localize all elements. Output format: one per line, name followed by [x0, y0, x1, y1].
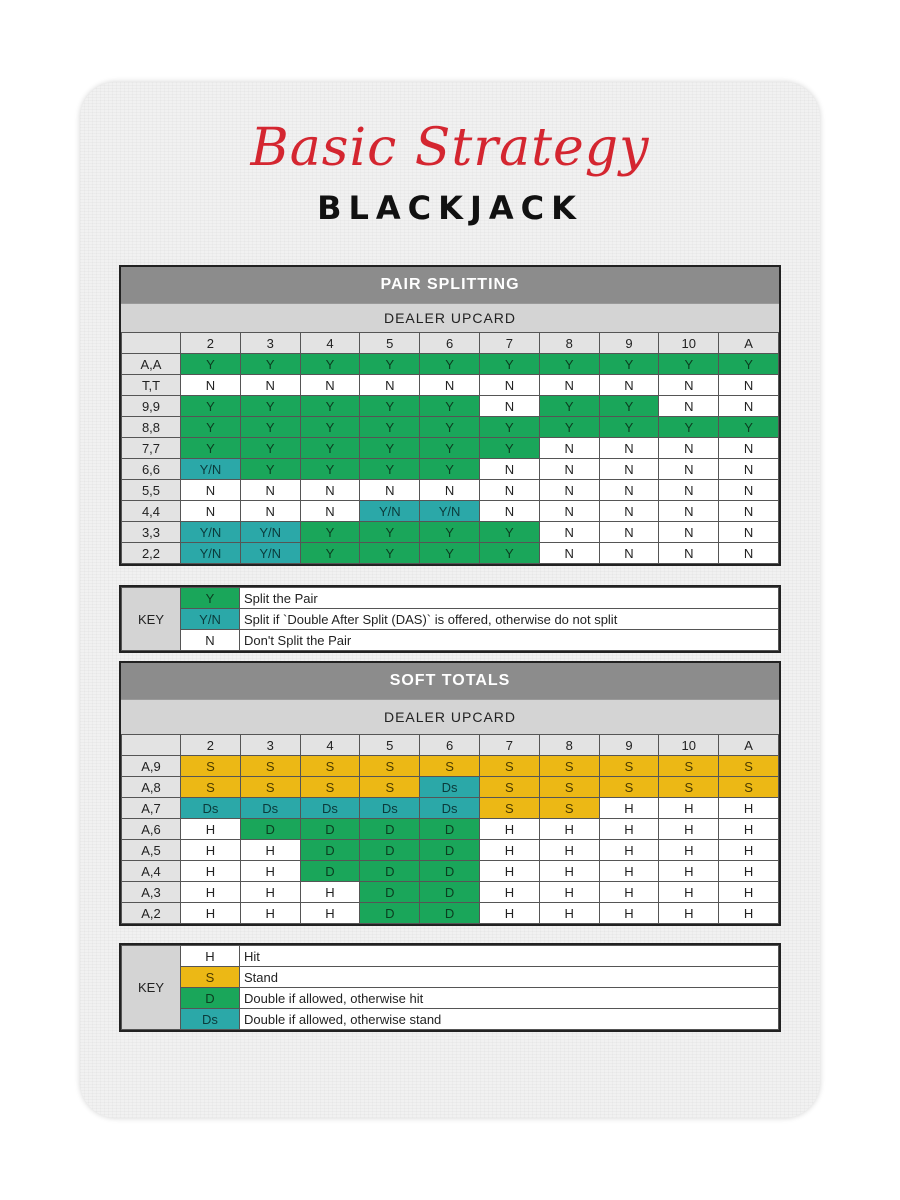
pair-action-cell: Y [599, 417, 659, 438]
soft-action-cell: H [539, 840, 599, 861]
soft-action-cell: S [539, 798, 599, 819]
soft-totals-table [119, 661, 781, 926]
soft-action-cell: H [539, 819, 599, 840]
soft-action-cell: D [360, 840, 420, 861]
soft-table-row [122, 840, 779, 861]
soft-action-cell: H [240, 861, 300, 882]
soft-action-cell: H [479, 903, 539, 924]
pair-row-label: 3,3 [122, 522, 181, 543]
soft-table-row [122, 903, 779, 924]
pair-action-cell: N [659, 438, 719, 459]
pair-action-cell: N [539, 543, 599, 564]
pair-action-cell: N [599, 459, 659, 480]
pair-action-cell: Y/N [360, 501, 420, 522]
soft-action-cell: H [539, 861, 599, 882]
pair-action-cell: N [659, 375, 719, 396]
soft-key-code: Ds [181, 1009, 240, 1030]
pair-action-cell: Y [420, 354, 480, 375]
soft-key-description: Stand [240, 967, 779, 988]
soft-action-cell: S [539, 756, 599, 777]
pair-table-row [122, 417, 779, 438]
pair-action-cell: N [479, 480, 539, 501]
pair-action-cell: N [719, 522, 779, 543]
soft-action-cell: H [300, 903, 360, 924]
pair-action-cell: Y [420, 543, 480, 564]
pair-action-cell: N [719, 480, 779, 501]
soft-column-header: 10 [659, 735, 719, 756]
soft-row-label: A,2 [122, 903, 181, 924]
soft-table-row [122, 861, 779, 882]
pair-corner-cell [122, 333, 181, 354]
pair-column-header: 9 [599, 333, 659, 354]
pair-action-cell: N [420, 375, 480, 396]
soft-key-table [119, 943, 781, 1032]
soft-action-cell: H [719, 840, 779, 861]
soft-action-cell: D [420, 903, 480, 924]
soft-column-header: 6 [420, 735, 480, 756]
soft-action-cell: S [240, 756, 300, 777]
soft-key-label: KEY [122, 946, 181, 1030]
pair-table-row [122, 501, 779, 522]
pair-action-cell: Y [539, 417, 599, 438]
pair-action-cell: N [719, 501, 779, 522]
soft-row-label: A,8 [122, 777, 181, 798]
soft-action-cell: H [300, 882, 360, 903]
soft-action-cell: S [420, 756, 480, 777]
soft-action-cell: D [420, 861, 480, 882]
soft-column-header: 2 [181, 735, 241, 756]
pair-table-row [122, 396, 779, 417]
soft-action-cell: H [539, 903, 599, 924]
soft-action-cell: H [181, 882, 241, 903]
soft-totals-header: SOFT TOTALS [121, 663, 779, 699]
soft-action-cell: S [240, 777, 300, 798]
soft-action-cell: S [659, 756, 719, 777]
pair-action-cell: Y [659, 354, 719, 375]
pair-action-cell: Y [240, 459, 300, 480]
pair-action-cell: Y [539, 396, 599, 417]
pair-action-cell: N [479, 375, 539, 396]
pair-action-cell: Y/N [181, 459, 241, 480]
pair-action-cell: N [659, 543, 719, 564]
soft-key-description: Hit [240, 946, 779, 967]
pair-action-cell: Y [181, 417, 241, 438]
pair-action-cell: Y [360, 522, 420, 543]
pair-row-label: 7,7 [122, 438, 181, 459]
soft-action-cell: H [479, 882, 539, 903]
pair-action-cell: N [300, 375, 360, 396]
soft-action-cell: H [719, 819, 779, 840]
soft-action-cell: H [479, 840, 539, 861]
pair-action-cell: Y [479, 438, 539, 459]
pair-row-label: 6,6 [122, 459, 181, 480]
soft-action-cell: S [599, 777, 659, 798]
pair-key-description: Split if `Double After Split (DAS)` is offered, otherwise do not split [240, 609, 779, 630]
soft-action-cell: D [420, 882, 480, 903]
pair-action-cell: Y [181, 354, 241, 375]
soft-action-cell: Ds [360, 798, 420, 819]
pair-action-cell: N [599, 543, 659, 564]
pair-table-row [122, 480, 779, 501]
soft-action-cell: H [181, 861, 241, 882]
pair-action-cell: Y [719, 354, 779, 375]
soft-table-row [122, 756, 779, 777]
pair-action-cell: N [181, 480, 241, 501]
pair-key-description: Split the Pair [240, 588, 779, 609]
pair-column-header: 6 [420, 333, 480, 354]
soft-action-cell: H [719, 882, 779, 903]
pair-action-cell: N [360, 375, 420, 396]
soft-key-code: S [181, 967, 240, 988]
pair-action-cell: N [719, 438, 779, 459]
soft-action-cell: S [719, 756, 779, 777]
pair-action-cell: N [539, 501, 599, 522]
soft-action-cell: S [539, 777, 599, 798]
soft-action-cell: S [300, 756, 360, 777]
pair-action-cell: Y [181, 396, 241, 417]
soft-action-cell: D [420, 819, 480, 840]
soft-action-cell: Ds [420, 798, 480, 819]
soft-action-cell: D [360, 882, 420, 903]
soft-grid [121, 734, 779, 924]
pair-splitting-table [119, 265, 781, 566]
pair-key-description: Don't Split the Pair [240, 630, 779, 651]
pair-action-cell: Y [599, 396, 659, 417]
soft-key-code: D [181, 988, 240, 1009]
soft-column-header: 5 [360, 735, 420, 756]
pair-action-cell: N [181, 375, 241, 396]
pair-table-row [122, 354, 779, 375]
soft-table-row [122, 798, 779, 819]
soft-action-cell: H [659, 882, 719, 903]
pair-action-cell: Y [240, 417, 300, 438]
pair-table-row [122, 522, 779, 543]
pair-action-cell: N [300, 480, 360, 501]
soft-action-cell: D [300, 861, 360, 882]
soft-action-cell: S [479, 777, 539, 798]
pair-action-cell: Y [360, 543, 420, 564]
pair-action-cell: N [539, 375, 599, 396]
pair-row-label: T,T [122, 375, 181, 396]
soft-action-cell: H [719, 798, 779, 819]
pair-action-cell: N [719, 396, 779, 417]
pair-row-label: 8,8 [122, 417, 181, 438]
soft-action-cell: H [599, 819, 659, 840]
pair-action-cell: N [599, 438, 659, 459]
soft-action-cell: S [659, 777, 719, 798]
pair-action-cell: N [539, 459, 599, 480]
pair-action-cell: Y/N [181, 543, 241, 564]
pair-action-cell: Y [719, 417, 779, 438]
pair-row-label: 4,4 [122, 501, 181, 522]
pair-column-header: 7 [479, 333, 539, 354]
soft-column-header: 4 [300, 735, 360, 756]
soft-action-cell: D [300, 819, 360, 840]
pair-action-cell: Y/N [420, 501, 480, 522]
pair-key-row [122, 630, 779, 651]
pair-action-cell: N [360, 480, 420, 501]
pair-action-cell: N [599, 480, 659, 501]
soft-row-label: A,4 [122, 861, 181, 882]
pair-action-cell: Y [479, 354, 539, 375]
pair-action-cell: Y [360, 459, 420, 480]
pair-action-cell: N [420, 480, 480, 501]
pair-action-cell: N [539, 522, 599, 543]
pair-key-code: N [181, 630, 240, 651]
soft-action-cell: H [599, 903, 659, 924]
soft-action-cell: S [181, 756, 241, 777]
soft-column-header: 9 [599, 735, 659, 756]
pair-action-cell: N [659, 501, 719, 522]
pair-grid [121, 332, 779, 564]
pair-action-cell: N [719, 375, 779, 396]
soft-key-row [122, 946, 779, 967]
pair-action-cell: Y [300, 396, 360, 417]
pair-table-row [122, 459, 779, 480]
pair-action-cell: Y [360, 354, 420, 375]
pair-action-cell: Y [420, 522, 480, 543]
pair-action-cell: N [479, 396, 539, 417]
pair-action-cell: Y [420, 417, 480, 438]
soft-action-cell: H [181, 819, 241, 840]
pair-action-cell: Y [240, 354, 300, 375]
soft-action-cell: H [539, 882, 599, 903]
pair-action-cell: N [539, 438, 599, 459]
pair-action-cell: Y [420, 396, 480, 417]
pair-key-row [122, 609, 779, 630]
pair-column-header: 4 [300, 333, 360, 354]
soft-action-cell: H [659, 903, 719, 924]
soft-action-cell: S [300, 777, 360, 798]
pair-action-cell: N [599, 522, 659, 543]
soft-column-header: 8 [539, 735, 599, 756]
pair-action-cell: Y [599, 354, 659, 375]
pair-action-cell: Y [479, 522, 539, 543]
pair-action-cell: Y/N [240, 522, 300, 543]
soft-action-cell: S [599, 756, 659, 777]
pair-action-cell: N [181, 501, 241, 522]
pair-action-cell: N [599, 501, 659, 522]
pair-table-row [122, 375, 779, 396]
soft-action-cell: H [479, 861, 539, 882]
soft-column-header: 3 [240, 735, 300, 756]
pair-key-row [122, 588, 779, 609]
pair-action-cell: N [479, 459, 539, 480]
soft-row-label: A,6 [122, 819, 181, 840]
pair-action-cell: Y [300, 522, 360, 543]
pair-action-cell: Y [479, 417, 539, 438]
pair-action-cell: Y [300, 417, 360, 438]
pair-action-cell: Y [240, 438, 300, 459]
pair-action-cell: N [240, 501, 300, 522]
soft-row-label: A,9 [122, 756, 181, 777]
pair-action-cell: Y [479, 543, 539, 564]
soft-key-row [122, 988, 779, 1009]
soft-action-cell: Ds [300, 798, 360, 819]
pair-action-cell: Y [300, 354, 360, 375]
soft-key-code: H [181, 946, 240, 967]
soft-action-cell: S [479, 756, 539, 777]
pair-row-label: 9,9 [122, 396, 181, 417]
pair-table-row [122, 543, 779, 564]
soft-column-header: A [719, 735, 779, 756]
soft-action-cell: S [479, 798, 539, 819]
soft-action-cell: Ds [240, 798, 300, 819]
soft-action-cell: H [599, 861, 659, 882]
soft-action-cell: D [360, 819, 420, 840]
pair-action-cell: N [240, 375, 300, 396]
soft-table-row [122, 777, 779, 798]
soft-row-label: A,7 [122, 798, 181, 819]
pair-action-cell: N [719, 543, 779, 564]
soft-action-cell: H [719, 861, 779, 882]
pair-key-code: Y/N [181, 609, 240, 630]
pair-action-cell: Y [240, 396, 300, 417]
soft-action-cell: D [240, 819, 300, 840]
pair-column-header: 10 [659, 333, 719, 354]
pair-action-cell: Y [420, 459, 480, 480]
soft-action-cell: H [181, 840, 241, 861]
pair-splitting-header: PAIR SPLITTING [121, 267, 779, 303]
soft-action-cell: H [719, 903, 779, 924]
pair-action-cell: N [599, 375, 659, 396]
pair-action-cell: Y [300, 438, 360, 459]
pair-key-table [119, 585, 781, 653]
title-main: BLACKJACK [317, 189, 583, 227]
pair-key-label: KEY [122, 588, 181, 651]
pair-action-cell: Y [300, 543, 360, 564]
pair-action-cell: N [659, 459, 719, 480]
soft-action-cell: S [360, 756, 420, 777]
pair-table-row [122, 438, 779, 459]
pair-column-header: 2 [181, 333, 241, 354]
soft-action-cell: H [599, 882, 659, 903]
soft-action-cell: S [360, 777, 420, 798]
pair-action-cell: N [300, 501, 360, 522]
soft-table-row [122, 882, 779, 903]
pair-action-cell: Y/N [181, 522, 241, 543]
soft-action-cell: H [659, 840, 719, 861]
soft-key-description: Double if allowed, otherwise stand [240, 1009, 779, 1030]
pair-action-cell: N [659, 396, 719, 417]
soft-corner-cell [122, 735, 181, 756]
pair-action-cell: Y [360, 417, 420, 438]
pair-action-cell: N [719, 459, 779, 480]
title-script: Basic Strategy [250, 118, 650, 178]
pair-action-cell: Y [420, 438, 480, 459]
soft-table-row [122, 819, 779, 840]
soft-action-cell: H [659, 819, 719, 840]
soft-column-header: 7 [479, 735, 539, 756]
pair-key-code: Y [181, 588, 240, 609]
pair-row-label: A,A [122, 354, 181, 375]
pair-action-cell: N [659, 480, 719, 501]
soft-dealer-upcard-label: DEALER UPCARD [121, 699, 779, 734]
soft-action-cell: Ds [181, 798, 241, 819]
pair-action-cell: Y/N [240, 543, 300, 564]
soft-action-cell: D [420, 840, 480, 861]
soft-action-cell: S [719, 777, 779, 798]
pair-action-cell: Y [300, 459, 360, 480]
pair-action-cell: Y [181, 438, 241, 459]
soft-key-description: Double if allowed, otherwise hit [240, 988, 779, 1009]
pair-action-cell: N [539, 480, 599, 501]
soft-action-cell: H [240, 903, 300, 924]
soft-action-cell: H [181, 903, 241, 924]
pair-action-cell: N [479, 501, 539, 522]
soft-action-cell: D [360, 903, 420, 924]
soft-action-cell: H [240, 882, 300, 903]
soft-action-cell: H [659, 861, 719, 882]
soft-action-cell: H [479, 819, 539, 840]
pair-column-header: 3 [240, 333, 300, 354]
soft-row-label: A,5 [122, 840, 181, 861]
soft-action-cell: H [599, 840, 659, 861]
soft-action-cell: H [240, 840, 300, 861]
soft-action-cell: S [181, 777, 241, 798]
soft-action-cell: H [659, 798, 719, 819]
pair-dealer-upcard-label: DEALER UPCARD [121, 303, 779, 332]
pair-action-cell: Y [539, 354, 599, 375]
soft-action-cell: H [599, 798, 659, 819]
pair-action-cell: Y [360, 396, 420, 417]
pair-action-cell: N [659, 522, 719, 543]
soft-action-cell: D [300, 840, 360, 861]
pair-action-cell: Y [360, 438, 420, 459]
soft-action-cell: D [360, 861, 420, 882]
pair-column-header: 8 [539, 333, 599, 354]
pair-column-header: A [719, 333, 779, 354]
soft-action-cell: Ds [420, 777, 480, 798]
pair-row-label: 2,2 [122, 543, 181, 564]
pair-row-label: 5,5 [122, 480, 181, 501]
soft-row-label: A,3 [122, 882, 181, 903]
pair-action-cell: N [240, 480, 300, 501]
pair-action-cell: Y [659, 417, 719, 438]
pair-column-header: 5 [360, 333, 420, 354]
soft-key-row [122, 967, 779, 988]
soft-key-row [122, 1009, 779, 1030]
